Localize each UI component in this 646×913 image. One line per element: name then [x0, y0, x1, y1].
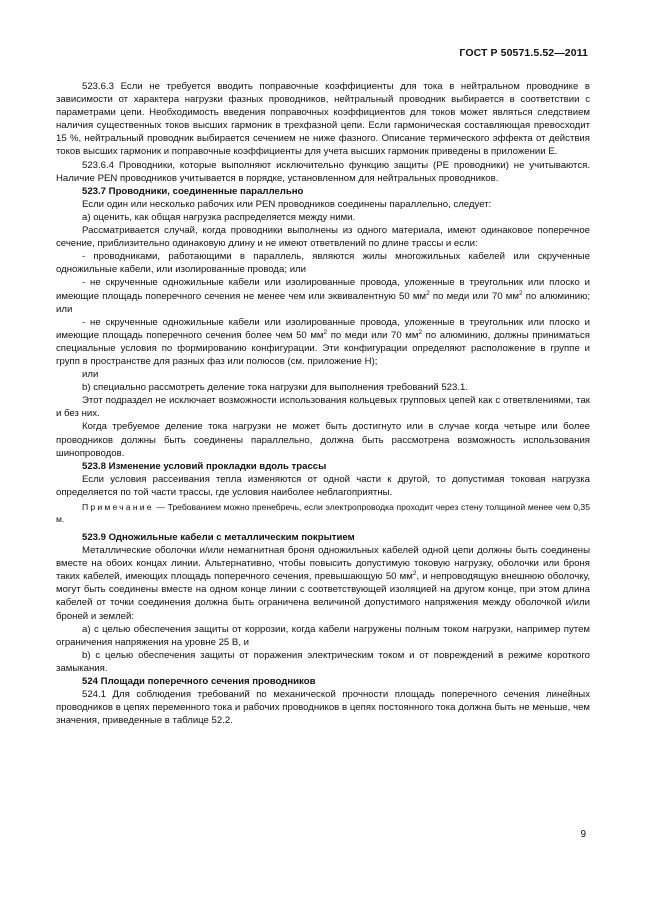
item-b-shock-protection: b) с целью обеспечения защиты от поражения электрическим током и от повреждений в режиме короткого замыкания. — [56, 649, 590, 674]
paragraph-case-conditions: Рассматривается случай, когда проводники выполнены из одного материала, имеют одинаковое поперечное сечение, приблизительно одинаковую длину и не имеют ответвлений по длине трассы и если: — [56, 225, 590, 250]
heading-524: 524 Площади поперечного сечения проводников — [82, 676, 316, 688]
clause-524-1: 524.1 Для соблюдения требований по механической прочности площадь поперечного сечения линейных проводников в цепях переменного тока и рабочих проводников в цепях постоянного тока должна быть не меньше, чем значения, приведенные в таблице 52.2. — [56, 689, 590, 727]
paragraph-busbar: Когда требуемое деление тока нагрузки не может быть достигнуто или в случае когда четыре или более проводников должны быть соединены параллельно, должна быть рассмотрена возможность использования шинопроводов. — [56, 421, 590, 459]
heading-523-7: 523.7 Проводники, соединенные параллельно — [82, 185, 304, 197]
heading-523-8: 523.8 Изменение условий прокладки вдоль трассы — [82, 460, 327, 472]
bullet-multicore: - проводниками, работающими в параллель, являются жилы многожильных кабелей или скрученные одножильные кабели, или изолированные провода; или — [56, 251, 590, 276]
paragraph-heat-dissipation: Если условия рассеивания тепла изменяются от одной части к другой, то допустимая токовая нагрузка определяется по той части трассы, где условия наиболее неблагоприятны. — [56, 473, 590, 498]
clause-523-6-3: 523.6.3 Если не требуется вводить поправочные коэффициенты для тока в нейтральном проводнике в зависимости от характера нагрузки фазных проводников, нейтральный проводник выбирается в соответствии с параметрами цепи. Необходимость введения поправочных коэффициентов для токов может являться следствием наличия существенных токов высших гармоник в трехфазной цепи. Если гармоническая составляющая превосходит 15 %, нейтральный проводник выбирается сечением не ниже фазного. Описание термического эффекта от действия токов высших гармоник и поправочные коэффициенты для учета высших гармоник приведены в приложении Е. — [56, 81, 590, 158]
item-a-corrosion: а) с целью обеспечения защиты от коррозии, когда кабели нагружены полным током нагрузки, например путем ограничения напряжения на уровне 25 В, и — [56, 623, 590, 648]
clause-523-6-4: 523.6.4 Проводники, которые выполняют исключительно функцию защиты (РЕ проводники) не учитываются. Наличие PEN проводников учитывается в порядке, установленном для нейтральных проводников. — [56, 159, 590, 184]
item-a-assess-load: а) оценить, как общая нагрузка распределяется между ними. — [82, 211, 356, 223]
bullet-single-core-large: - не скрученные одножильные кабели или изолированные провода, уложенные в треугольник или плоско и имеющие площадь поперечного сечения более чем 50 $мм^2$ по меди или 70 $мм^2$ по алюминию, должны приниматься специальные условия по формированию конфигурации. Эти конфигурации определяют расположение в группе и групп в пространстве для разных фаз или полюсов (см. приложение Н); — [56, 316, 590, 367]
paragraph-metallic-sheaths: Металлические оболочки и/или немагнитная броня одножильных кабелей одной цепи должны быть соединены вместе на обоих концах линии. Альтернативно, чтобы повысить допустимую токовую нагрузку, оболочки или броня таких кабелей, имеющих площадь поперечного сечения, превышающую 50 $мм^2$, и непроводящую внешнюю оболочку, могут быть соединены вместе на одном конце линии с соответствующей изоляцией на другом конце, при этом длина кабелей от точки соединения должна быть ограничена величиной допустимого напряжения между оболочкой и/или броней и землей: — [56, 545, 590, 622]
page-number: 9 — [580, 829, 586, 840]
word-or: или — [82, 369, 99, 381]
item-b-current-division: b) специально рассмотреть деление тока нагрузки для выполнения требований 523.1. — [82, 382, 468, 394]
note-wall-thickness: Примечание — Требованием можно пренебречь, если электропроводка проходит через стену толщиной менее чем 0,35 м. — [56, 502, 590, 524]
paragraph-ring-circuits: Этот подраздел не исключает возможности использования кольцевых групповых цепей как с ответвлениями, так и без них. — [56, 395, 590, 420]
page-body — [56, 80, 590, 727]
bullet-single-core-small: - не скрученные одножильные кабели или изолированные провода, уложенные в треугольник или плоско и имеющие площадь поперечного сечения не менее чем или эквивалентную 50 $мм^2$ по меди или 70 $мм^2$ по алюминию; или — [56, 277, 590, 315]
standard-designation: ГОСТ Р 50571.5.52—2011 — [459, 47, 588, 59]
heading-523-9: 523.9 Одножильные кабели с металлическим покрытием — [82, 532, 355, 543]
paragraph-parallel-intro: Если один или несколько рабочих или PEN проводников соединены параллельно, следует: — [82, 198, 492, 210]
